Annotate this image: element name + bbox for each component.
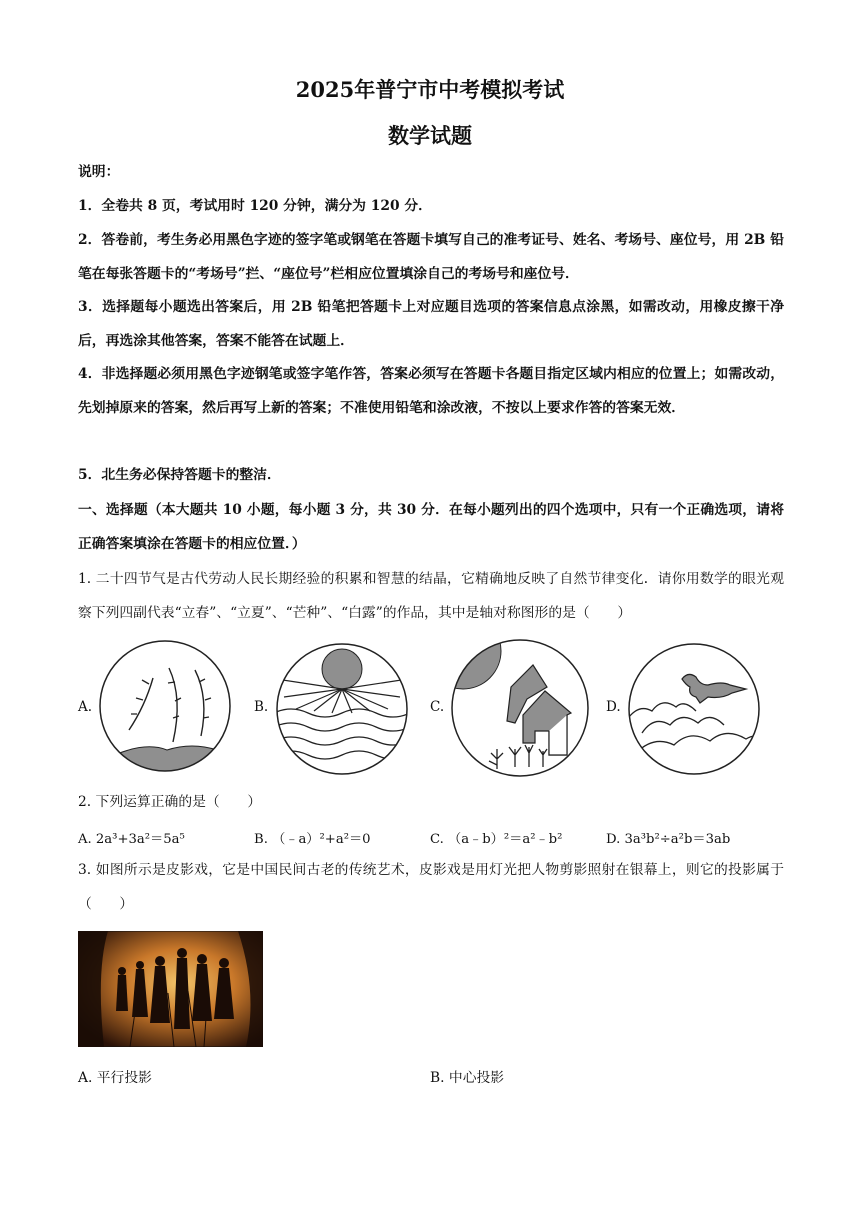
- q1-option-a-figure: [97, 638, 233, 774]
- question-3-text: 3. 如图所示是皮影戏，它是中国民间古老的传统艺术，皮影戏是用灯光把人物剪影照射在银幕上，则它的投影属于（ ）: [78, 862, 784, 912]
- note-item-1: 1．全卷共 8 页，考试用时 120 分钟，满分为 120 分．: [78, 198, 432, 214]
- q2-option-b: B. （﹣a）²+a²＝0: [254, 832, 371, 847]
- q2-option-a: A. 2a³+3a²＝5a⁵: [78, 832, 185, 847]
- q1-option-b-label: B.: [254, 699, 269, 715]
- page-subtitle: 数学试题: [388, 123, 472, 148]
- q3-option-a: A. 平行投影: [78, 1070, 152, 1086]
- q1-option-b-figure: [274, 641, 410, 777]
- q1-option-a-label: A.: [78, 699, 93, 715]
- note-item-2: 2．答卷前，考生务必用黑色字迹的签字笔或钢笔在答题卡填写自己的准考证号、姓名、考场号、座位号，用 2B 铅笔在每张答题卡的“考场号”拦、“座位号”栏相应位置填涂自己的考场号和座位号．: [78, 232, 784, 282]
- q1-option-d-label: D.: [606, 699, 621, 715]
- note-item-4: 4．非选择题必须用黑色字迹钢笔或签字笔作答，答案必须写在答题卡各题目指定区域内相应的位置上；如需改动，先划掉原来的答案，然后再写上新的答案；不准使用铅笔和涂改液，不按以上要求作答的答案无效．: [78, 366, 784, 416]
- note-item-5: 5．北生务必保持答题卡的整洁．: [78, 467, 281, 483]
- notes-heading: 说明：: [78, 164, 120, 180]
- q3-option-b: B. 中心投影: [430, 1070, 505, 1086]
- question-2-text: 2. 下列运算正确的是（ ）: [78, 794, 262, 810]
- shadow-puppet-photo: [78, 931, 263, 1047]
- q2-option-d: D. 3a³b²÷a²b＝3ab: [606, 832, 731, 847]
- q1-option-c-figure: [449, 637, 591, 779]
- note-item-3: 3．选择题每小题选出答案后，用 2B 铅笔把答题卡上对应题目选项的答案信息点涂黑，如需改动，用橡皮擦干净后，再选涂其他答案，答案不能答在试题上．: [78, 299, 784, 349]
- page-title: 2025年普宁市中考模拟考试: [295, 77, 565, 102]
- q1-option-d-figure: [626, 641, 762, 777]
- section-heading: 一、选择题（本大题共 10 小题，每小题 3 分，共 30 分．在每小题列出的四个选项中，只有一个正确选项，请将正确答案填涂在答题卡的相应位置．）: [78, 502, 784, 552]
- question-1-text: 1. 二十四节气是古代劳动人民长期经验的积累和智慧的结晶，它精确地反映了自然节律变化．请你用数学的眼光观察下列四副代表“立春”、“立夏”、“芒种”、“白露”的作品，其中是轴对称图形的是（ ）: [78, 571, 784, 621]
- q1-option-c-label: C.: [430, 699, 445, 715]
- q2-option-c: C. （a﹣b）²＝a²﹣b²: [430, 832, 563, 847]
